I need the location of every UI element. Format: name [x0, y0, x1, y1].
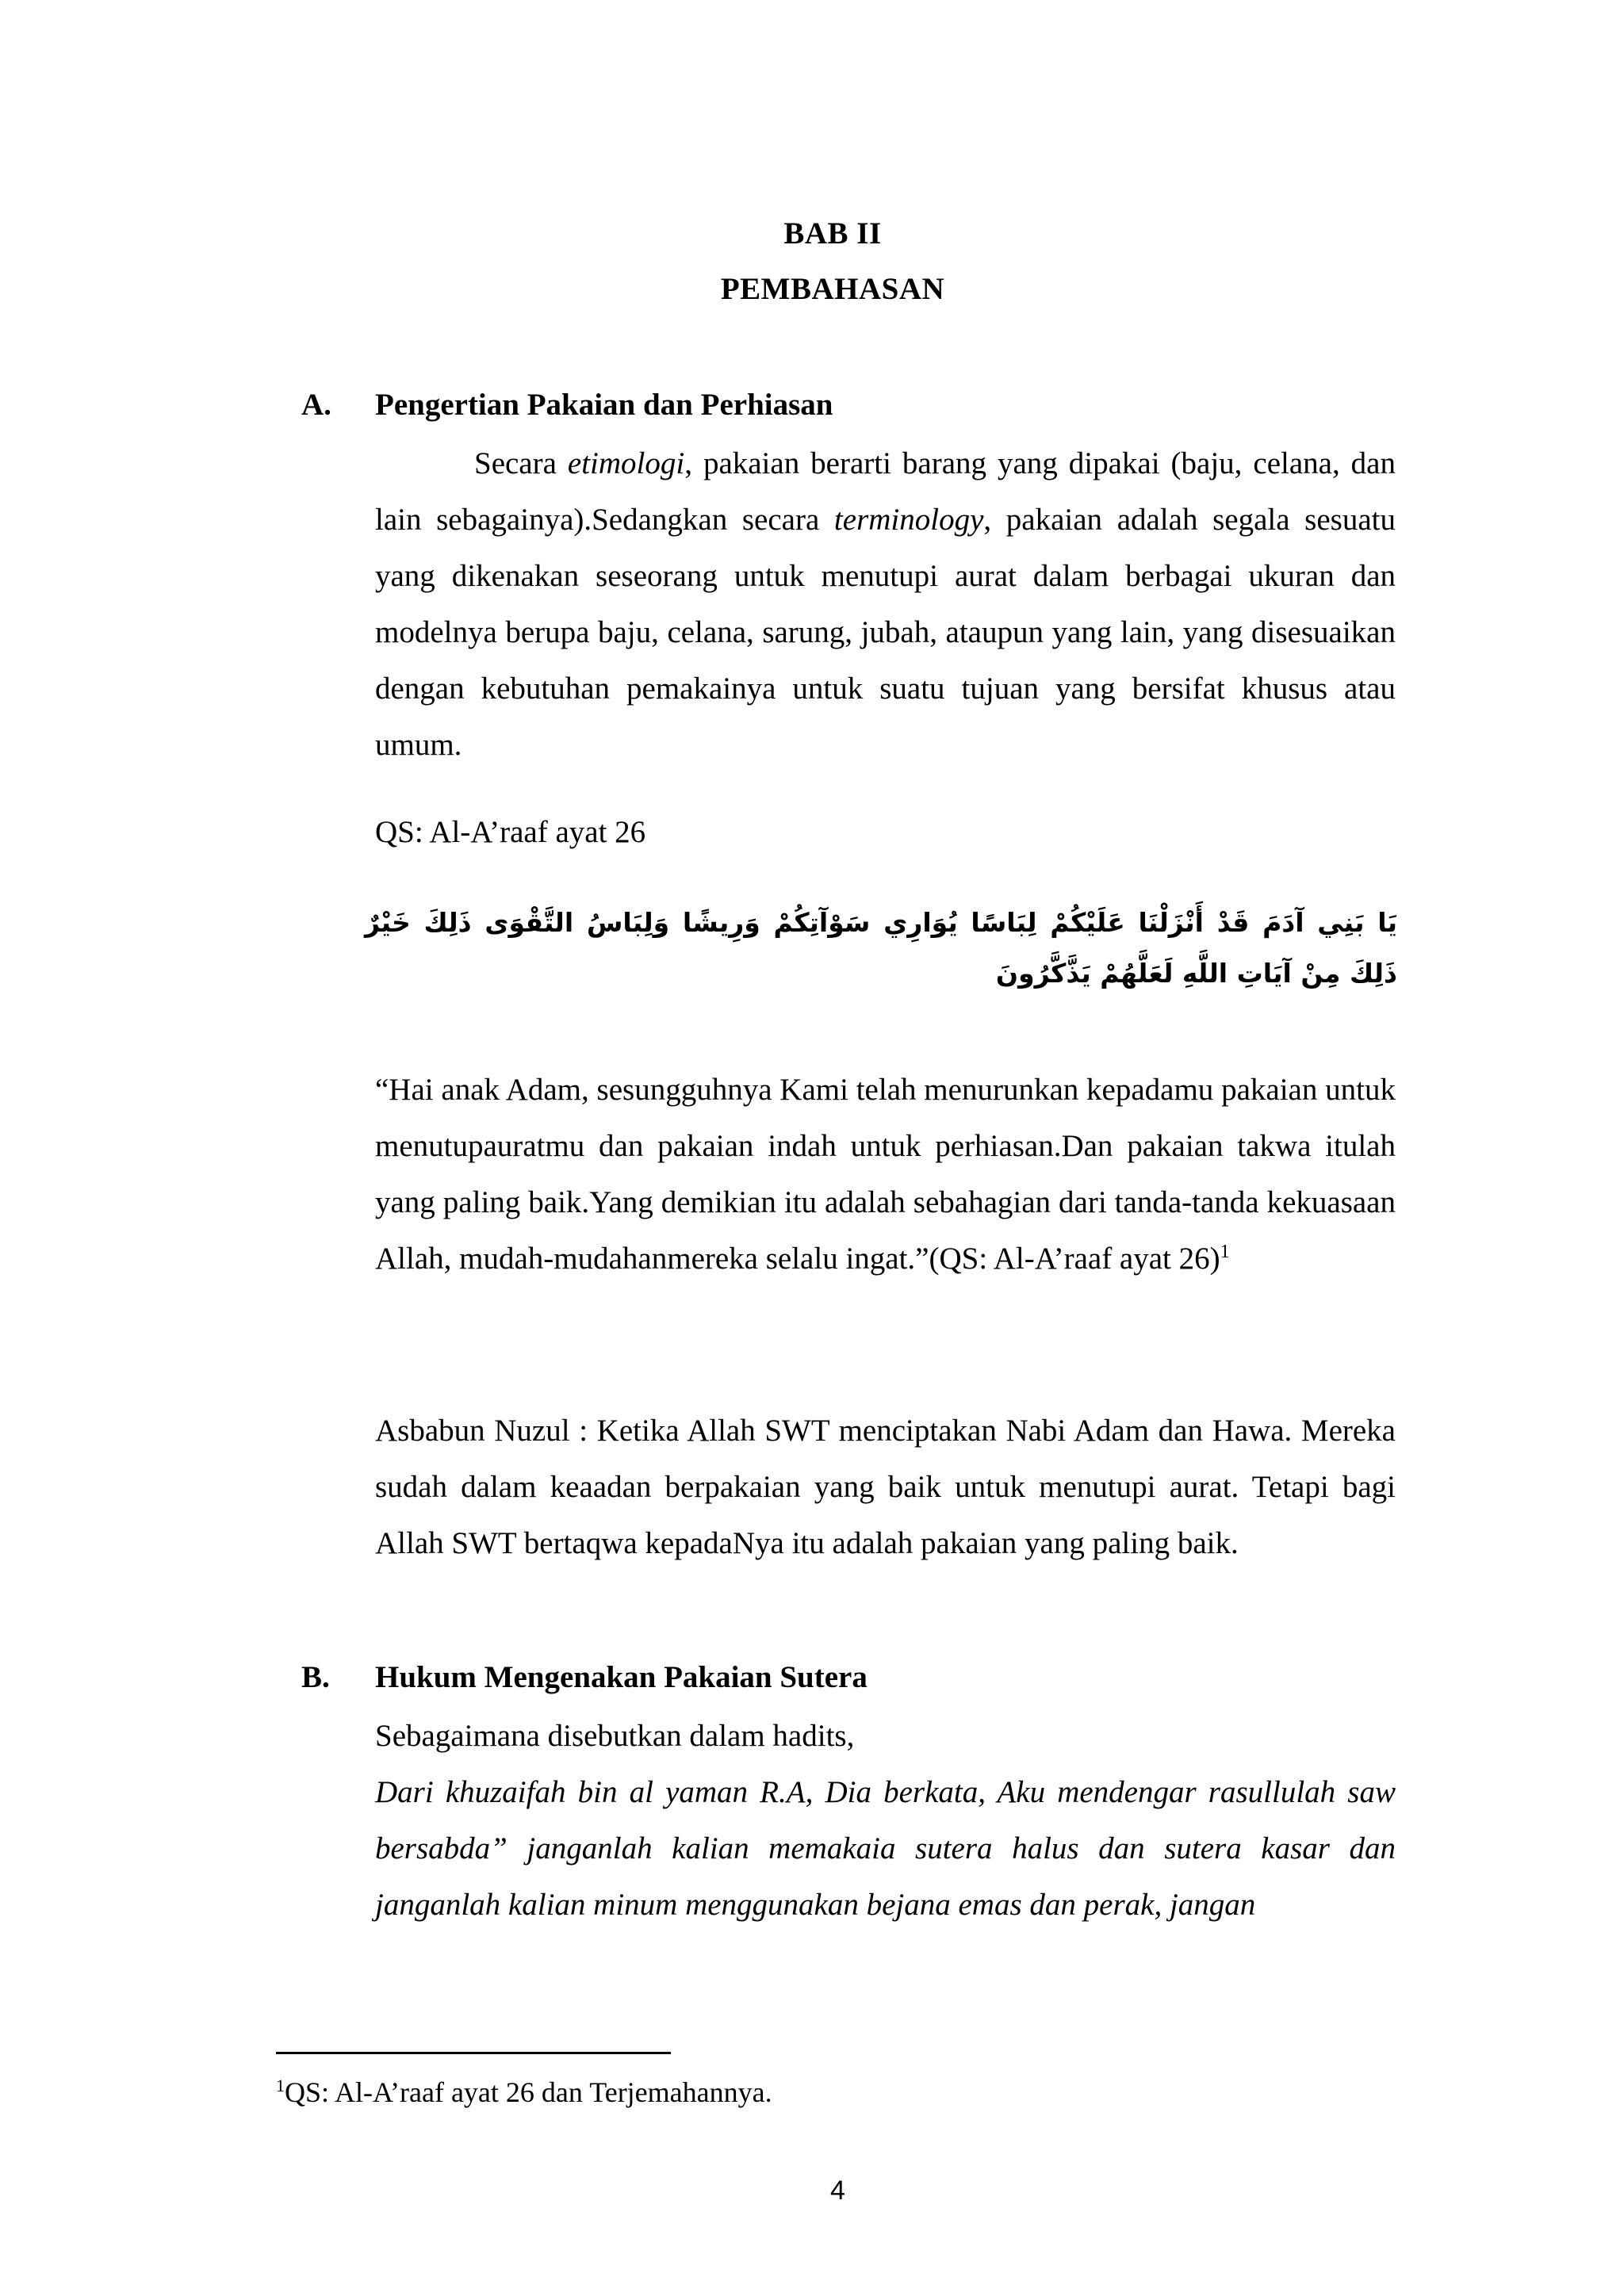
- term-terminology: terminology: [833, 503, 984, 537]
- definition-text-2: , pakaian berarti barang yang dipakai (baju, celana, dan lain sebagainya).Sedangkan secara: [375, 446, 1396, 537]
- definition-text-3: , pakaian adalah segala sesuatu yang dikenakan seseorang untuk menutupi aurat dalam berbagai ukuran dan modelnya berupa baju, celana, sarung, jubah, ataupun yang lain, yang disesuaikan dengan kebutuhan pemakainya untuk suatu tujuan yang bersifat khusus atau umum.: [375, 503, 1396, 762]
- definition-text-1: Secara: [474, 446, 568, 480]
- footnote-divider: [276, 2052, 671, 2054]
- definition-paragraph: [375, 435, 1396, 773]
- section-a-letter: A.: [301, 388, 331, 422]
- chapter-heading: BAB II: [783, 216, 882, 251]
- chapter-title: PEMBAHASAN: [720, 272, 945, 306]
- footnote: [276, 2076, 772, 2109]
- verse-translation: [375, 1062, 1396, 1287]
- section-b-title: Hukum Mengenakan Pakaian Sutera: [375, 1660, 868, 1694]
- section-b-letter: B.: [301, 1660, 330, 1694]
- footnote-text: QS: Al-A’raaf ayat 26 dan Terjemahannya.: [285, 2076, 772, 2108]
- page-number: 4: [830, 2175, 845, 2206]
- asbabun-nuzul-paragraph: Asbabun Nuzul : Ketika Allah SWT menciptakan Nabi Adam dan Hawa. Mereka sudah dalam keaadan berpakaian yang baik untuk menutupi aurat. Tetapi bagi Allah SWT bertaqwa kepadaNya itu adalah pakaian yang paling baik.: [375, 1414, 1396, 1560]
- footnote-reference[interactable]: 1: [1220, 1242, 1230, 1262]
- arabic-verse: يَا بَنِي آدَمَ قَدْ أَنْزَلْنَا عَلَيْكُمْ لِبَاسًا يُوَارِي سَوْآتِكُمْ وَرِيشًا وَلِبَاسُ التَّقْوَى ذَلِكَ خَيْرٌ ذَلِكَ مِنْ آيَاتِ اللَّهِ لَعَلَّهُمْ يَذَّكَّرُونَ: [365, 907, 1397, 989]
- qs-reference: QS: Al-A’raaf ayat 26: [375, 815, 646, 849]
- section-a-title: Pengertian Pakaian dan Perhiasan: [375, 388, 833, 422]
- section-b-intro: Sebagaimana disebutkan dalam hadits,: [375, 1719, 855, 1753]
- translation-text: “Hai anak Adam, sesungguhnya Kami telah menurunkan kepadamu pakaian untuk menutupauratmu dan pakaian indah untuk perhiasan.Dan pakaian takwa itulah yang paling baik.Yang demikian itu adalah sebahagian dari tanda-tanda kekuasaan Allah, mudah-mudahanmereka selalu ingat.”(QS: Al-A’raaf ayat 26): [375, 1073, 1396, 1276]
- hadith-text: Dari khuzaifah bin al yaman R.A, Dia berkata, Aku mendengar rasullulah saw bersabda” janganlah kalian memakaia sutera halus dan sutera kasar dan janganlah kalian minum menggunakan bejana emas dan perak, jangan: [375, 1775, 1396, 1922]
- term-etimologi: etimologi: [567, 446, 685, 480]
- footnote-mark: 1: [276, 2076, 285, 2095]
